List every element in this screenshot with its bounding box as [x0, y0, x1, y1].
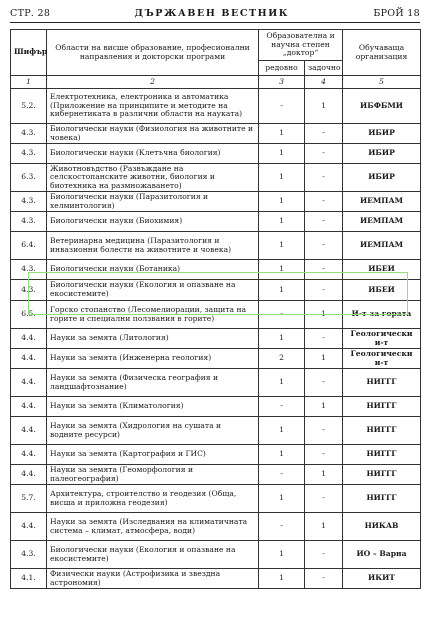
cell-code: 4.1.: [11, 569, 47, 589]
cell-code: 4.3.: [11, 144, 47, 164]
column-number-row: [11, 76, 421, 89]
cell-organization: НИКАВ: [343, 513, 421, 541]
cell-parttime: -: [305, 369, 343, 397]
cell-code: 4.3.: [11, 124, 47, 144]
cell-parttime: -: [305, 212, 343, 232]
cell-fulltime: 1: [259, 260, 305, 280]
table-row: [11, 569, 421, 589]
cell-code: 4.4.: [11, 445, 47, 465]
cell-fulltime: 1: [259, 232, 305, 260]
cell-fulltime: 1: [259, 192, 305, 212]
table-row: [11, 192, 421, 212]
column-number: 3: [259, 76, 305, 89]
cell-fulltime: 1: [259, 445, 305, 465]
cell-organization: ИБЕИ: [343, 260, 421, 280]
cell-organization: ИЕМПАМ: [343, 212, 421, 232]
table-row: [11, 89, 421, 124]
cell-parttime: -: [305, 144, 343, 164]
table-row: [11, 329, 421, 349]
cell-program-name: Горско стопанство (Лесомелиорации, защита на горите и специални ползвания в горите): [47, 301, 259, 329]
table-row: [11, 485, 421, 513]
header-fulltime: редовно: [259, 61, 305, 76]
cell-program-name: Физически науки (Астрофизика и звездна астрономия): [47, 569, 259, 589]
cell-parttime: -: [305, 124, 343, 144]
cell-fulltime: 1: [259, 569, 305, 589]
cell-organization: НИГГГ: [343, 465, 421, 485]
cell-code: 5.2.: [11, 89, 47, 124]
header-areas: Области на висше образование, професионални направления и докторски програми: [47, 30, 259, 76]
cell-fulltime: -: [259, 301, 305, 329]
table-row: [11, 445, 421, 465]
cell-program-name: Науки за земята (Литология): [47, 329, 259, 349]
column-number: 1: [11, 76, 47, 89]
table-row: [11, 369, 421, 397]
cell-fulltime: 1: [259, 212, 305, 232]
table-row: [11, 397, 421, 417]
cell-organization: ИБИР: [343, 164, 421, 192]
column-number: 4: [305, 76, 343, 89]
cell-fulltime: 1: [259, 541, 305, 569]
cell-program-name: Биологически науки (Екология и опазване на екосистемите): [47, 280, 259, 301]
cell-organization: ИБИР: [343, 144, 421, 164]
cell-code: 4.3.: [11, 541, 47, 569]
cell-parttime: -: [305, 445, 343, 465]
page-number: СТР. 28: [10, 7, 51, 19]
cell-fulltime: 1: [259, 329, 305, 349]
cell-parttime: -: [305, 260, 343, 280]
cell-organization: НИГГГ: [343, 417, 421, 445]
cell-organization: ИБФБМИ: [343, 89, 421, 124]
cell-program-name: Животновъдство (Развъждане на селскостопанските животни, биология и биотехника на размножаването): [47, 164, 259, 192]
gazette-title: ДЪРЖАВЕН ВЕСТНИК: [134, 7, 290, 19]
table-row: [11, 280, 421, 301]
table-row: [11, 349, 421, 369]
cell-parttime: -: [305, 280, 343, 301]
cell-code: 4.4.: [11, 513, 47, 541]
doctoral-programs-table: [10, 29, 421, 589]
cell-fulltime: 2: [259, 349, 305, 369]
cell-program-name: Биологически науки (Физиология на животните и човека): [47, 124, 259, 144]
cell-program-name: Биологически науки (Екология и опазване на екосистемите): [47, 541, 259, 569]
table-row: [11, 513, 421, 541]
cell-program-name: Електротехника, електроника и автоматика (Приложение на принципите и методите на кибернетиката в различни области на науката): [47, 89, 259, 124]
cell-program-name: Биологически науки (Ботаника): [47, 260, 259, 280]
cell-program-name: Науки за земята (Климатология): [47, 397, 259, 417]
cell-parttime: -: [305, 541, 343, 569]
table-row: [11, 164, 421, 192]
cell-code: 4.4.: [11, 349, 47, 369]
cell-program-name: Науки за земята (Инженерна геология): [47, 349, 259, 369]
cell-program-name: Науки за земята (Физическа география и ландшафтознание): [47, 369, 259, 397]
cell-organization: ИЕМПАМ: [343, 232, 421, 260]
cell-parttime: -: [305, 329, 343, 349]
cell-fulltime: 1: [259, 164, 305, 192]
cell-code: 4.4.: [11, 397, 47, 417]
cell-code: 4.3.: [11, 212, 47, 232]
table-row: [11, 212, 421, 232]
cell-program-name: Науки за земята (Изследвания на климатичната система – климат, атмосфера, води): [47, 513, 259, 541]
cell-parttime: 1: [305, 465, 343, 485]
cell-program-name: Науки за земята (Хидрология на сушата и водните ресурси): [47, 417, 259, 445]
table-row: [11, 144, 421, 164]
cell-code: 6.5.: [11, 301, 47, 329]
cell-organization: НИГГГ: [343, 397, 421, 417]
cell-parttime: -: [305, 232, 343, 260]
cell-code: 4.3.: [11, 260, 47, 280]
cell-program-name: Науки за земята (Картография и ГИС): [47, 445, 259, 465]
cell-code: 4.3.: [11, 280, 47, 301]
cell-organization: НИГГГ: [343, 445, 421, 465]
cell-parttime: -: [305, 164, 343, 192]
cell-program-name: Науки за земята (Геоморфология и палеогеография): [47, 465, 259, 485]
page-header: [10, 6, 420, 20]
cell-program-name: Биологически науки (Паразитология и хелминтология): [47, 192, 259, 212]
cell-organization: Геологически и-т: [343, 349, 421, 369]
header-degree: Образователна и научна степен „доктор“: [259, 30, 343, 61]
cell-fulltime: 1: [259, 369, 305, 397]
cell-parttime: -: [305, 485, 343, 513]
cell-code: 4.4.: [11, 329, 47, 349]
cell-code: 5.7.: [11, 485, 47, 513]
cell-program-name: Архитектура, строителство и геодезия (Обща, висша и приложна геодезия): [47, 485, 259, 513]
cell-parttime: -: [305, 417, 343, 445]
cell-parttime: 1: [305, 513, 343, 541]
cell-fulltime: 1: [259, 124, 305, 144]
cell-program-name: Биологически науки (Клетъчна биология): [47, 144, 259, 164]
cell-organization: ИБЕИ: [343, 280, 421, 301]
header-organization: Обучаваща организация: [343, 30, 421, 76]
column-number: 5: [343, 76, 421, 89]
cell-fulltime: -: [259, 465, 305, 485]
cell-fulltime: 1: [259, 417, 305, 445]
cell-organization: Геологически и-т: [343, 329, 421, 349]
cell-organization: И-т за гората: [343, 301, 421, 329]
cell-organization: НИГГГ: [343, 369, 421, 397]
cell-fulltime: -: [259, 89, 305, 124]
table-row: [11, 541, 421, 569]
cell-parttime: -: [305, 569, 343, 589]
cell-fulltime: 1: [259, 280, 305, 301]
header-code: Шифър: [11, 30, 47, 76]
column-number: 2: [47, 76, 259, 89]
table-row: [11, 301, 421, 329]
cell-fulltime: 1: [259, 144, 305, 164]
cell-organization: ИЕМПАМ: [343, 192, 421, 212]
cell-organization: НИГГГ: [343, 485, 421, 513]
cell-program-name: Биологически науки (Биохимия): [47, 212, 259, 232]
cell-code: 4.4.: [11, 417, 47, 445]
cell-parttime: 1: [305, 397, 343, 417]
table-row: [11, 465, 421, 485]
table-row: [11, 417, 421, 445]
cell-code: 6.4.: [11, 232, 47, 260]
table-row: [11, 260, 421, 280]
table-row: [11, 124, 421, 144]
cell-parttime: 1: [305, 89, 343, 124]
cell-code: 4.4.: [11, 465, 47, 485]
cell-parttime: 1: [305, 301, 343, 329]
cell-fulltime: -: [259, 513, 305, 541]
issue-number: БРОЙ 18: [373, 7, 420, 19]
cell-organization: ИБИР: [343, 124, 421, 144]
cell-organization: ИКИТ: [343, 569, 421, 589]
header-parttime: задочно: [305, 61, 343, 76]
cell-program-name: Ветеринарна медицина (Паразитология и инвазионни болести на животните и човека): [47, 232, 259, 260]
cell-organization: ИО – Варна: [343, 541, 421, 569]
cell-code: 6.3.: [11, 164, 47, 192]
cell-code: 4.3.: [11, 192, 47, 212]
cell-fulltime: -: [259, 397, 305, 417]
cell-code: 4.4.: [11, 369, 47, 397]
table-row: [11, 232, 421, 260]
header-rule: [10, 22, 420, 23]
cell-fulltime: 1: [259, 485, 305, 513]
cell-parttime: -: [305, 192, 343, 212]
cell-parttime: 1: [305, 349, 343, 369]
